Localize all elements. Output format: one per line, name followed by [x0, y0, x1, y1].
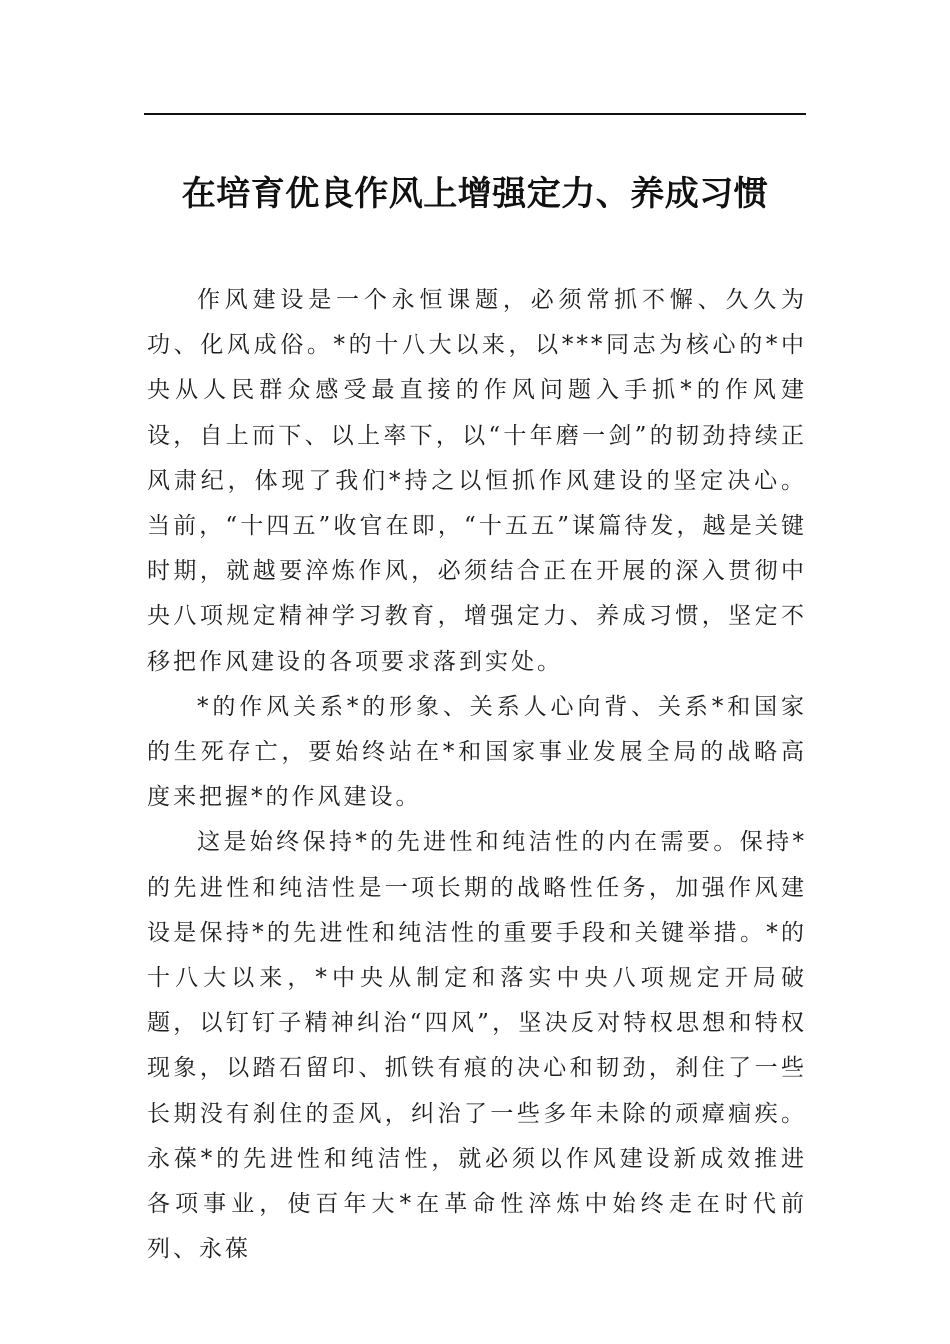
paragraph-1: 作风建设是一个永恒课题，必须常抓不懈、久久为功、化风成俗。*的十八大以来，以***同志为核心的*中央从人民群众感受最直接的作风问题入手抓*的作风建设，自上而下、以上率下，以“十年磨一剑”的韧劲持续正风肃纪，体现了我们*持之以恒抓作风建设的坚定决心。当前，“十四五”收官在即，“十五五”谋篇待发，越是关键时期，就越要淬炼作风，必须结合正在开展的深入贯彻中央八项规定精神学习教育，增强定力、养成习惯，坚定不移把作风建设的各项要求落到实处。	[147, 287, 807, 675]
paragraph-3: 这是始终保持*的先进性和纯洁性的内在需要。保持*的先进性和纯洁性是一项长期的战略性任务，加强作风建设是保持*的先进性和纯洁性的重要手段和关键举措。*的十八大以来，*中央从制定和落实中央八项规定开局破题，以钉钉子精神纠治“四风”，坚决反对特权思想和特权现象，以踏石留印、抓铁有痕的决心和韧劲，刹住了一些长期没有刹住的歪风，纠治了一些多年未除的顽瘴痼疾。永葆*的先进性和纯洁性，就必须以作风建设新成效推进各项事业，使百年大*在革命性淬炼中始终走在时代前列、永葆	[147, 829, 807, 1263]
header-rule	[144, 113, 806, 115]
document-body	[147, 278, 807, 1272]
paragraph-2: *的作风关系*的形象、关系人心向背、关系*和国家的生死存亡，要始终站在*和国家事业发展全局的战略高度来把握*的作风建设。	[147, 693, 807, 811]
document-title: 在培育优良作风上增强定力、养成习惯	[181, 174, 769, 214]
